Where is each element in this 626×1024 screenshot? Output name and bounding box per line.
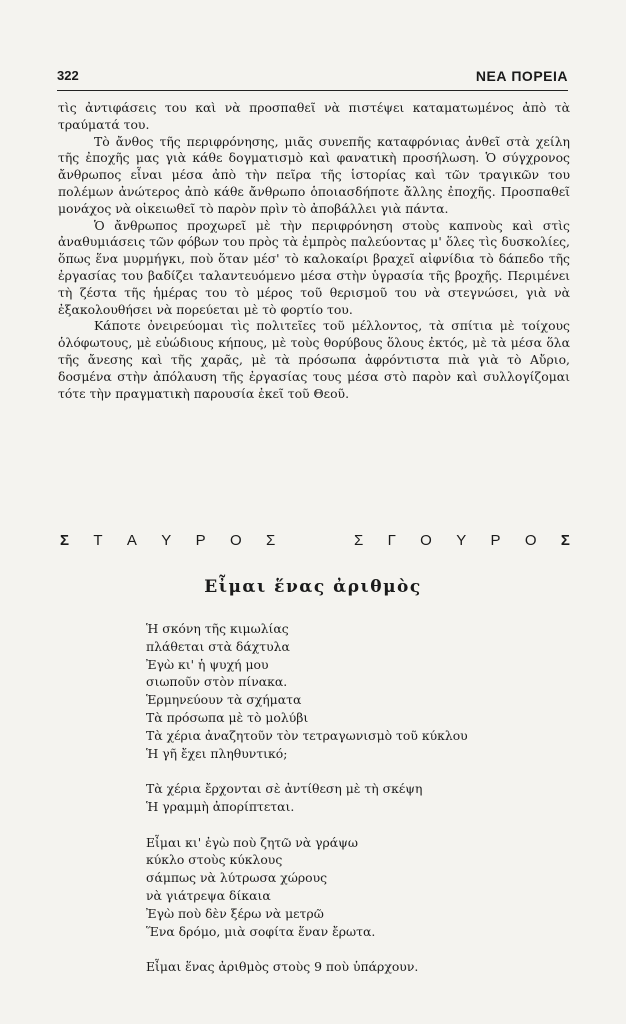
poem-line: πλάθεται στὰ δάχτυλα <box>146 638 290 654</box>
poem-title: Εἶμαι ἕνας ἀριθμὸς <box>204 577 422 597</box>
poem-line: σάμπως νὰ λύτρωσα χώρους <box>146 870 328 886</box>
author-letter: Ρ <box>195 531 206 549</box>
author-letter: Υ <box>161 531 172 549</box>
author-byline <box>60 529 570 551</box>
running-header <box>57 68 568 91</box>
paragraph: Ὁ ἄνθρωπος προχωρεῖ μὲ τὴν περιφρόνηση στοὺς καπνοὺς καὶ στὶς ἀναθυμιάσεις τῶν φόβων του πρὸς τὰ ἐμπρὸς παλεύοντας μ' ὅλες τὶς δυσκολίες, ὅπως ἕνα μυρμήγκι, ποὺ ὅταν μέσ' τὸ καλοκαίρι βραχεῖ αἰφνίδια τὸ δάπεδο τῆς ἐργασίας του βαδίζει ταλαντευόμενο μέσα στὴν ὑγρασία τῆς βροχῆς. Περιμένει τὴ ζέστα τῆς ἡμέρας του τὸ μέρος τοῦ θερισμοῦ του νὰ στεγνώσει, γιὰ νὰ ἐξακολουθήσει νὰ πορεύεται μὲ τὸ φορτίο του. <box>58 217 570 317</box>
author-letter: Ο <box>524 531 537 549</box>
paragraph: Κάποτε ὀνειρεύομαι τὶς πολιτεῖες τοῦ μέλλοντος, τὰ σπίτια μὲ τοίχους ὁλόφωτους, μὲ εὐώδιους κήπους, μὲ τοὺς θορύβους ὅλους ἐκτός, μὲ τὰ μέσα ὅλα τῆς ἄνεσης καὶ τῆς χαρᾶς, μὲ τὰ πρόσωπα ἀφρόντιστα πιὰ γιὰ τὸ Αὔριο, δοσμένα στὴν ἀπόλαυση τῆς ἐργασίας τους μέσα στὸ παρὸν καὶ συλλογίζομαι τότε τὴν πραγματικὴ παρουσία ἐκεῖ τοῦ Θεοῦ. <box>58 318 570 401</box>
author-letter: Υ <box>456 531 467 549</box>
stanza <box>146 834 546 941</box>
poem-line: κύκλο στοὺς κύκλους <box>146 852 283 868</box>
poem-line: Ἑρμηνεύουν τὰ σχήματα <box>146 692 302 708</box>
poem-line: Τὰ πρόσωπα μὲ τὸ μολύβι <box>146 709 309 725</box>
author-letter: Γ <box>387 531 396 549</box>
poem-line: Ἡ σκόνη τῆς κιμωλίας <box>146 621 289 636</box>
author-letter: Σ <box>353 531 364 549</box>
paragraph: Τὸ ἄνθος τῆς περιφρόνησης, μιᾶς συνεπῆς καταφρόνιας ἀνθεῖ στὰ χείλη τῆς ἐποχῆς μας γιὰ κάθε δογματισμὸ καὶ φανατικὴ προσήλωση. Ὁ σύγχρονος ἄνθρωπος εἶναι μέσα ἀπὸ τὴν πεῖρα τῆς ἱστορίας καὶ τῶν τραγικῶν του πολέμων ἀνώτερος ἀπὸ κάθε ἄνθρωπο ὁποιασδήποτε ἄλλης ἐποχῆς. Προσπαθεῖ μονάχος νὰ οἰκειωθεῖ τὸ παρὸν πρὶν τὸ ἀποβάλλει γιὰ πάντα. <box>58 133 570 216</box>
essay-text <box>58 100 570 402</box>
ornament-left: Σ <box>60 531 70 549</box>
poem-line: Τὰ χέρια ἔρχονται σὲ ἀντίθεση μὲ τὴ σκέψη <box>146 781 423 797</box>
poem-line: Ἐγὼ ποὺ δὲν ξέρω νὰ μετρῶ <box>146 905 324 921</box>
poem <box>146 620 546 976</box>
poem-line: Ἐγὼ κι' ἡ ψυχή μου <box>146 656 269 672</box>
author-letter: Ο <box>229 531 242 549</box>
poem-line: Ἕνα δρόμο, μιὰ σοφίτα ἕναν ἔρωτα. <box>146 923 376 939</box>
page-number: 322 <box>57 68 79 83</box>
stanza <box>146 620 546 762</box>
paragraph: τὶς ἀντιφάσεις του καὶ νὰ προσπαθεῖ νὰ πιστέψει καταματωμένος ἀπὸ τὰ τραύματά του. <box>58 100 570 132</box>
poem-line: σιωποῦν στὸν πίνακα. <box>146 674 288 690</box>
author-letter: Α <box>126 531 137 549</box>
author-letter: Ο <box>420 531 432 549</box>
author-letter: Σ <box>265 531 276 549</box>
stanza <box>146 780 546 816</box>
poem-line: Ἡ γῆ ἔχει πληθυντικό; <box>146 745 288 761</box>
author-letter: Ρ <box>490 531 501 549</box>
ornament-right: Σ <box>560 531 570 549</box>
author-letter: Τ <box>93 531 103 549</box>
poem-line: Εἶμαι κι' ἐγὼ ποὺ ζητῶ νὰ γράψω <box>146 834 358 850</box>
poem-final-line: Εἶμαι ἕνας ἀριθμὸς στοὺς 9 ποὺ ὑπάρχουν. <box>146 959 419 975</box>
poem-line: Τὰ χέρια ἀναζητοῦν τὸν τετραγωνισμὸ τοῦ κύκλου <box>146 727 468 743</box>
journal-title: ΝΕΑ ΠΟΡΕΙΑ <box>475 68 568 84</box>
poem-line: νὰ γιάτρεψα δίκαια <box>146 887 271 903</box>
poem-line: Ἡ γραμμὴ ἀπορίπτεται. <box>146 798 295 814</box>
